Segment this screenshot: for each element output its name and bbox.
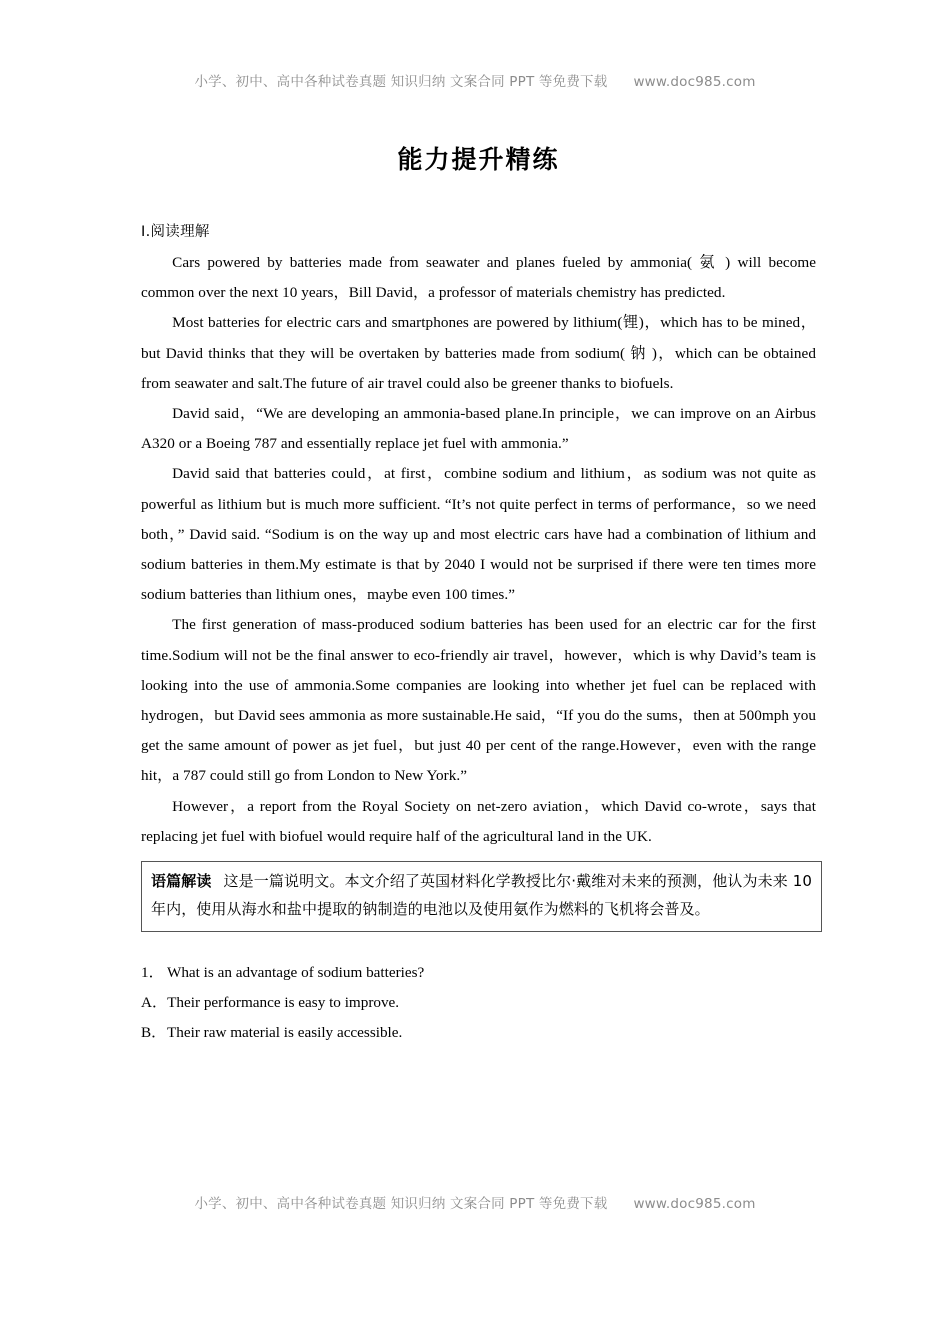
questions-list [141,958,816,1048]
document-content [141,140,816,1048]
watermark-bottom-url: www.doc985.com [633,1196,756,1212]
watermark-top-text: 小学、初中、高中各种试卷真题 知识归纳 文案合同 PPT 等免费下载 [194,74,608,90]
watermark-top-url: www.doc985.com [633,74,756,90]
watermark-bottom-text: 小学、初中、高中各种试卷真题 知识归纳 文案合同 PPT 等免费下载 [194,1196,608,1212]
option-item[interactable] [141,1018,816,1048]
question-marker: 1． [141,964,164,982]
section-heading: Ⅰ.阅读理解 [141,224,210,240]
paragraph: The first generation of mass-produced sodium batteries has been used for an electric car for the first time.Sodium will not be the final answer to eco-friendly air travel，however，which is why David’s team is looking into the use of ammonia.Some companies are looking into whether jet fuel can be replaced with hydrogen，but David sees ammonia as more sustainable.He said，“If you do the sums，then at 500mph you get the same amount of power as jet fuel，but just 40 per cent of the range.However，even with the range hit，a 787 could still go from London to New York.” [141,616,816,785]
analysis-box [141,861,822,932]
watermark-bottom [0,1192,950,1212]
paragraph: Cars powered by batteries made from seawater and planes fueled by ammonia( 氨 ) will become common over the next 10 years，Bill David，a professor of materials chemistry has predicted. [141,254,816,302]
option-text: Their raw material is easily accessible. [167,1024,403,1042]
analysis-label: 语篇解读 [151,872,212,891]
watermark-top [0,70,950,90]
paragraph: David said，“We are developing an ammonia-based plane.In principle，we can improve on an Airbus A320 or a Boeing 787 and essentially replace jet fuel with ammonia.” [141,405,816,453]
option-marker: A． [141,994,168,1012]
page-title: 能力提升精练 [397,145,560,174]
option-marker: B． [141,1024,167,1042]
option-item[interactable] [141,988,816,1018]
question-text: What is an advantage of sodium batteries? [167,964,425,982]
analysis-text [151,868,812,923]
paragraph: However，a report from the Royal Society on net-zero aviation，which David co-wrote，says that replacing jet fuel with biofuel would require half of the agricultural land in the UK. [141,797,816,845]
paragraph: David said that batteries could，at first，combine sodium and lithium，as sodium was not quite as powerful as lithium but is much more sufficient. “It’s not quite perfect in terms of performance，so we need both，” David said. “Sodium is on the way up and most electric cars have had a combination of lithium and sodium batteries in them.My estimate is that by 2040 I would not be surprised if there were ten times more sodium batteries than lithium ones，maybe even 100 times.” [141,465,816,604]
question-item [141,958,816,988]
paragraph: Most batteries for electric cars and smartphones are powered by lithium(锂)，which has to be mined，but David thinks that they will be overtaken by batteries made from sodium( 钠 )，which can be obtained from seawater and salt.The future of air travel could also be greener thanks to biofuels. [141,314,816,392]
analysis-body: 这是一篇说明文。本文介绍了英国材料化学教授比尔·戴维对未来的预测，他认为未来 10 年内，使用从海水和盐中提取的钠制造的电池以及使用氨作为燃料的飞机将会普及。 [151,872,812,918]
option-text: Their performance is easy to improve. [167,994,400,1012]
